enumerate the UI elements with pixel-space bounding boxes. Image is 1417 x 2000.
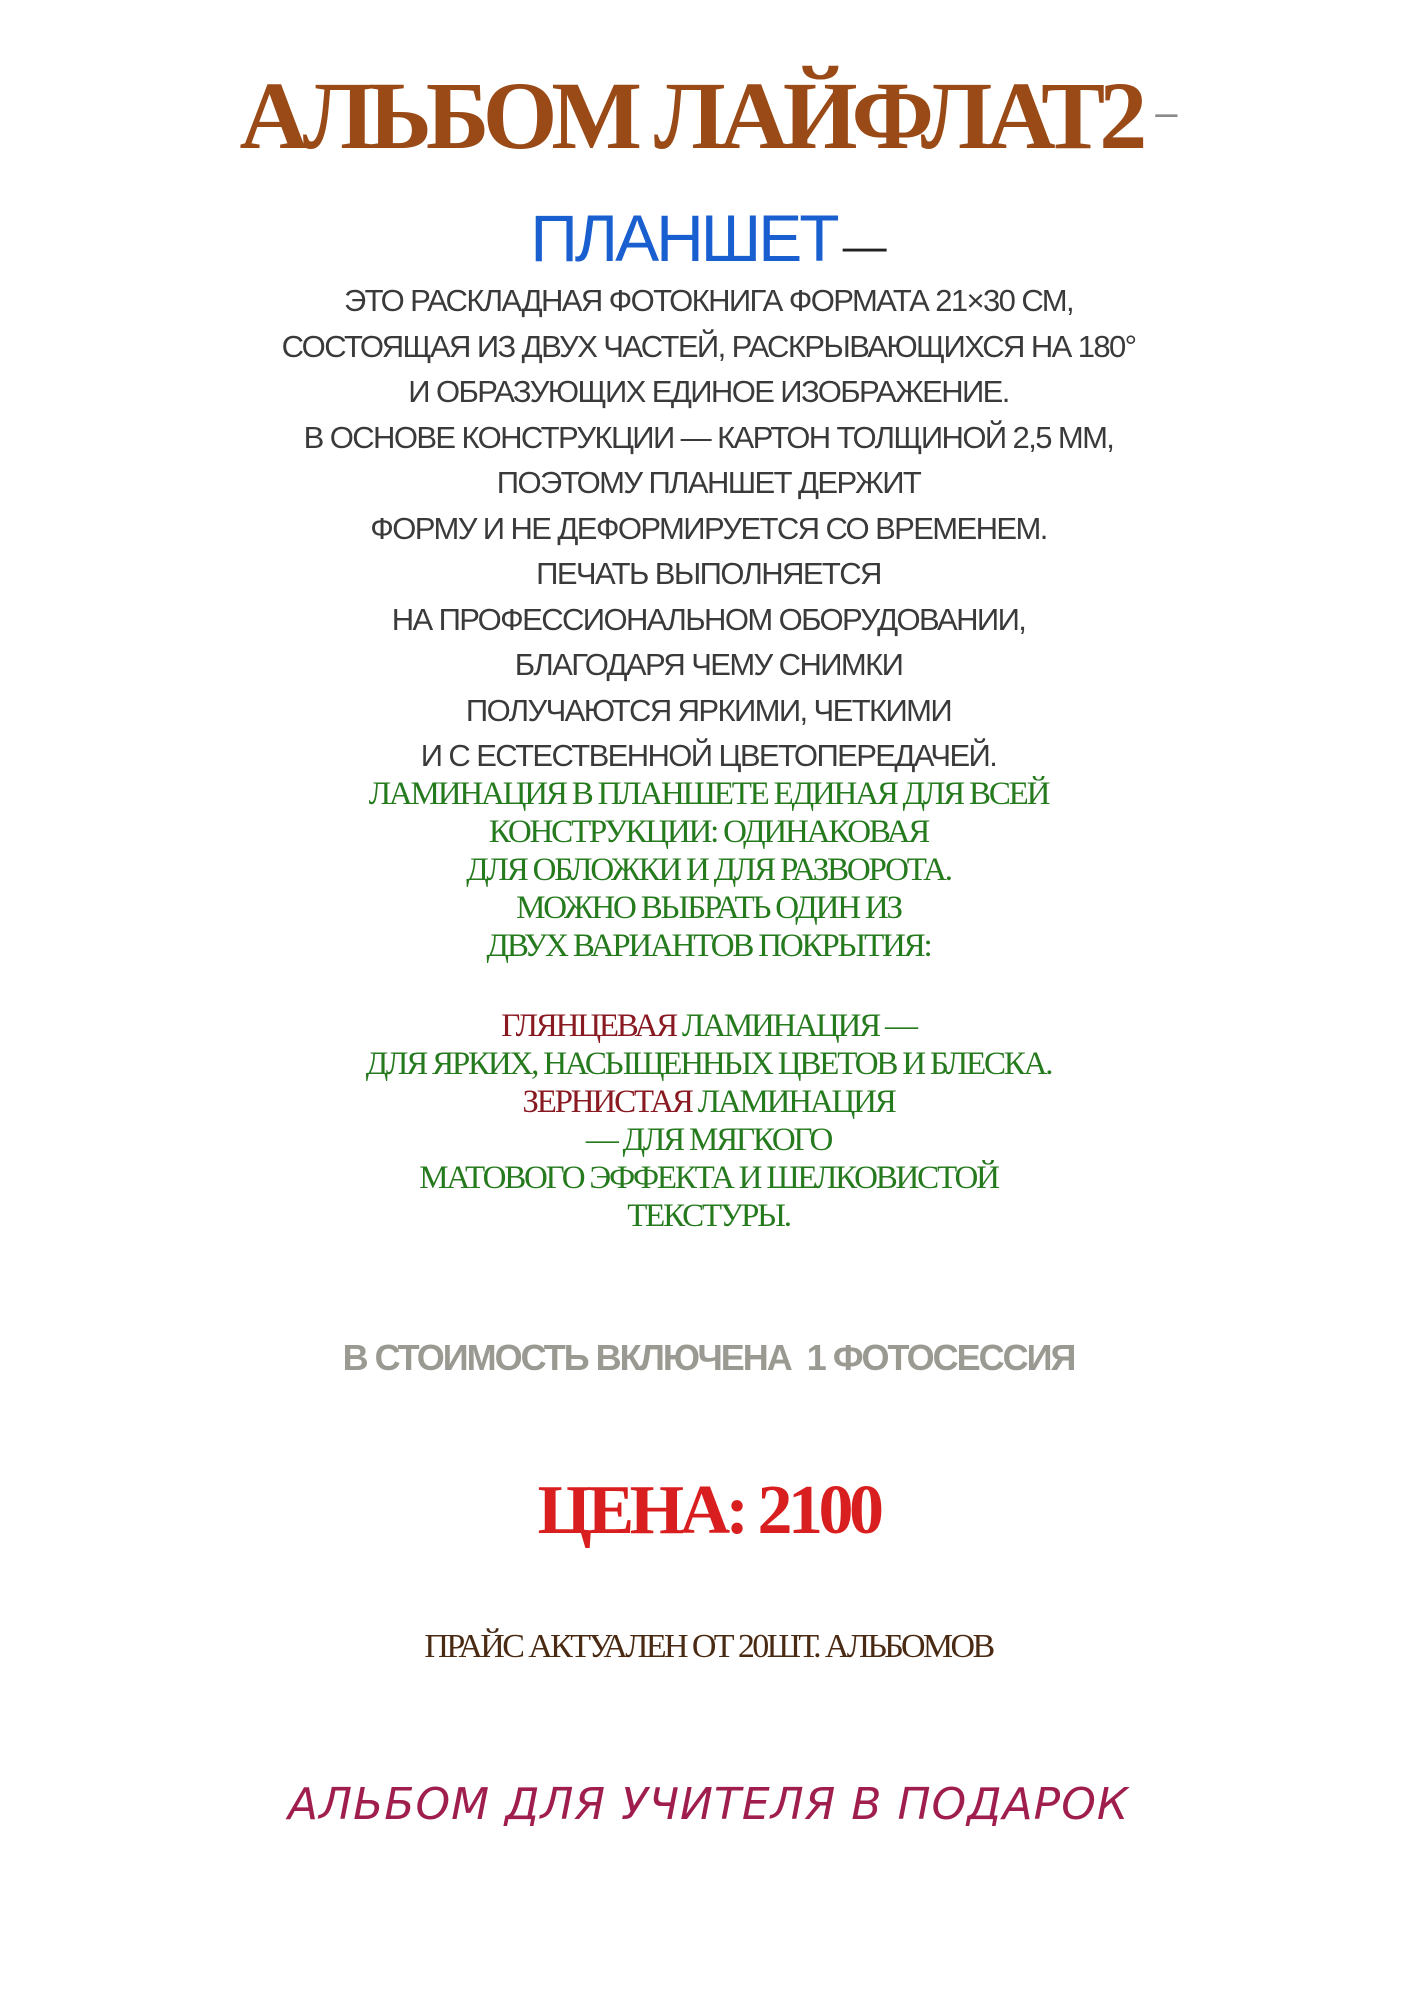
grainy-option-name: ЗЕРНИСТАЯ <box>522 1084 692 1120</box>
product-subtitle <box>0 198 1417 287</box>
description-line: СОСТОЯЩАЯ ИЗ ДВУХ ЧАСТЕЙ, РАСКРЫВАЮЩИХСЯ НА 180° <box>281 328 1136 364</box>
grainy-option-desc: ТЕКСТУРЫ. <box>627 1198 790 1234</box>
product-description <box>0 278 1417 779</box>
grainy-option-heading <box>0 1083 1417 1121</box>
lamination-line: ДЛЯ ОБЛОЖКИ И ДЛЯ РАЗВОРОТА. <box>466 852 951 888</box>
lamination-info <box>0 775 1417 965</box>
description-line: ЭТО РАСКЛАДНАЯ ФОТОКНИГА ФОРМАТА 21×30 СМ, <box>343 283 1073 318</box>
description-line: ФОРМУ И НЕ ДЕФОРМИРУЕТСЯ СО ВРЕМЕНЕМ. <box>370 510 1047 546</box>
grainy-option-rest: ЛАМИНАЦИЯ <box>691 1084 895 1120</box>
grainy-option-desc: МАТОВОГО ЭФФЕКТА И ШЕЛКОВИСТОЙ <box>419 1160 998 1196</box>
lamination-line: КОНСТРУКЦИИ: ОДИНАКОВАЯ <box>488 814 929 850</box>
subtitle-text: ПЛАНШЕТ <box>530 201 837 275</box>
description-line: ПОЛУЧАЮТСЯ ЯРКИМИ, ЧЕТКИМИ <box>465 692 952 728</box>
price: ЦЕНА: 2100 <box>537 1472 880 1549</box>
lamination-line: МОЖНО ВЫБРАТЬ ОДИН ИЗ <box>516 890 901 926</box>
description-line: ПЕЧАТЬ ВЫПОЛНЯЕТСЯ <box>536 556 881 591</box>
price-note: ПРАЙС АКТУАЛЕН ОТ 20ШТ. АЛЬБОМОВ <box>424 1628 993 1665</box>
description-line: БЛАГОДАРЯ ЧЕМУ СНИМКИ <box>514 647 903 682</box>
description-line: НА ПРОФЕССИОНАЛЬНОМ ОБОРУДОВАНИИ, <box>391 601 1026 637</box>
description-line: ПОЭТОМУ ПЛАНШЕТ ДЕРЖИТ <box>496 465 921 500</box>
lamination-line: ЛАМИНАЦИЯ В ПЛАНШЕТЕ ЕДИНАЯ ДЛЯ ВСЕЙ <box>368 776 1049 812</box>
description-line: И С ЕСТЕСТВЕННОЙ ЦВЕТОПЕРЕДАЧЕЙ. <box>420 738 997 773</box>
title-dash: – <box>1155 91 1178 135</box>
glossy-option-name: ГЛЯНЦЕВАЯ <box>501 1008 676 1044</box>
title-text: АЛЬБОМ ЛАЙФЛАТ2 <box>239 62 1142 169</box>
page-title <box>0 58 1417 171</box>
subtitle-dash: — <box>842 222 887 271</box>
lamination-line: ДВУХ ВАРИАНТОВ ПОКРЫТИЯ: <box>486 928 931 964</box>
glossy-option-desc: ДЛЯ ЯРКИХ, НАСЫЩЕННЫХ ЦВЕТОВ И БЛЕСКА. <box>365 1046 1052 1082</box>
glossy-option-rest: ЛАМИНАЦИЯ — <box>675 1008 916 1044</box>
included-session: В СТОИМОСТЬ ВКЛЮЧЕНА 1 ФОТОСЕССИЯ <box>342 1337 1075 1378</box>
grainy-option-desc: — ДЛЯ МЯГКОГО <box>585 1122 832 1158</box>
description-line: В ОСНОВЕ КОНСТРУКЦИИ — КАРТОН ТОЛЩИНОЙ 2,5 ММ, <box>303 419 1114 455</box>
gift-note: АЛЬБОМ ДЛЯ УЧИТЕЛЯ В ПОДАРОК <box>287 1779 1130 1830</box>
lamination-options <box>0 1007 1417 1235</box>
description-line: И ОБРАЗУЮЩИХ ЕДИНОЕ ИЗОБРАЖЕНИЕ. <box>408 374 1009 409</box>
glossy-option-heading <box>0 1007 1417 1045</box>
